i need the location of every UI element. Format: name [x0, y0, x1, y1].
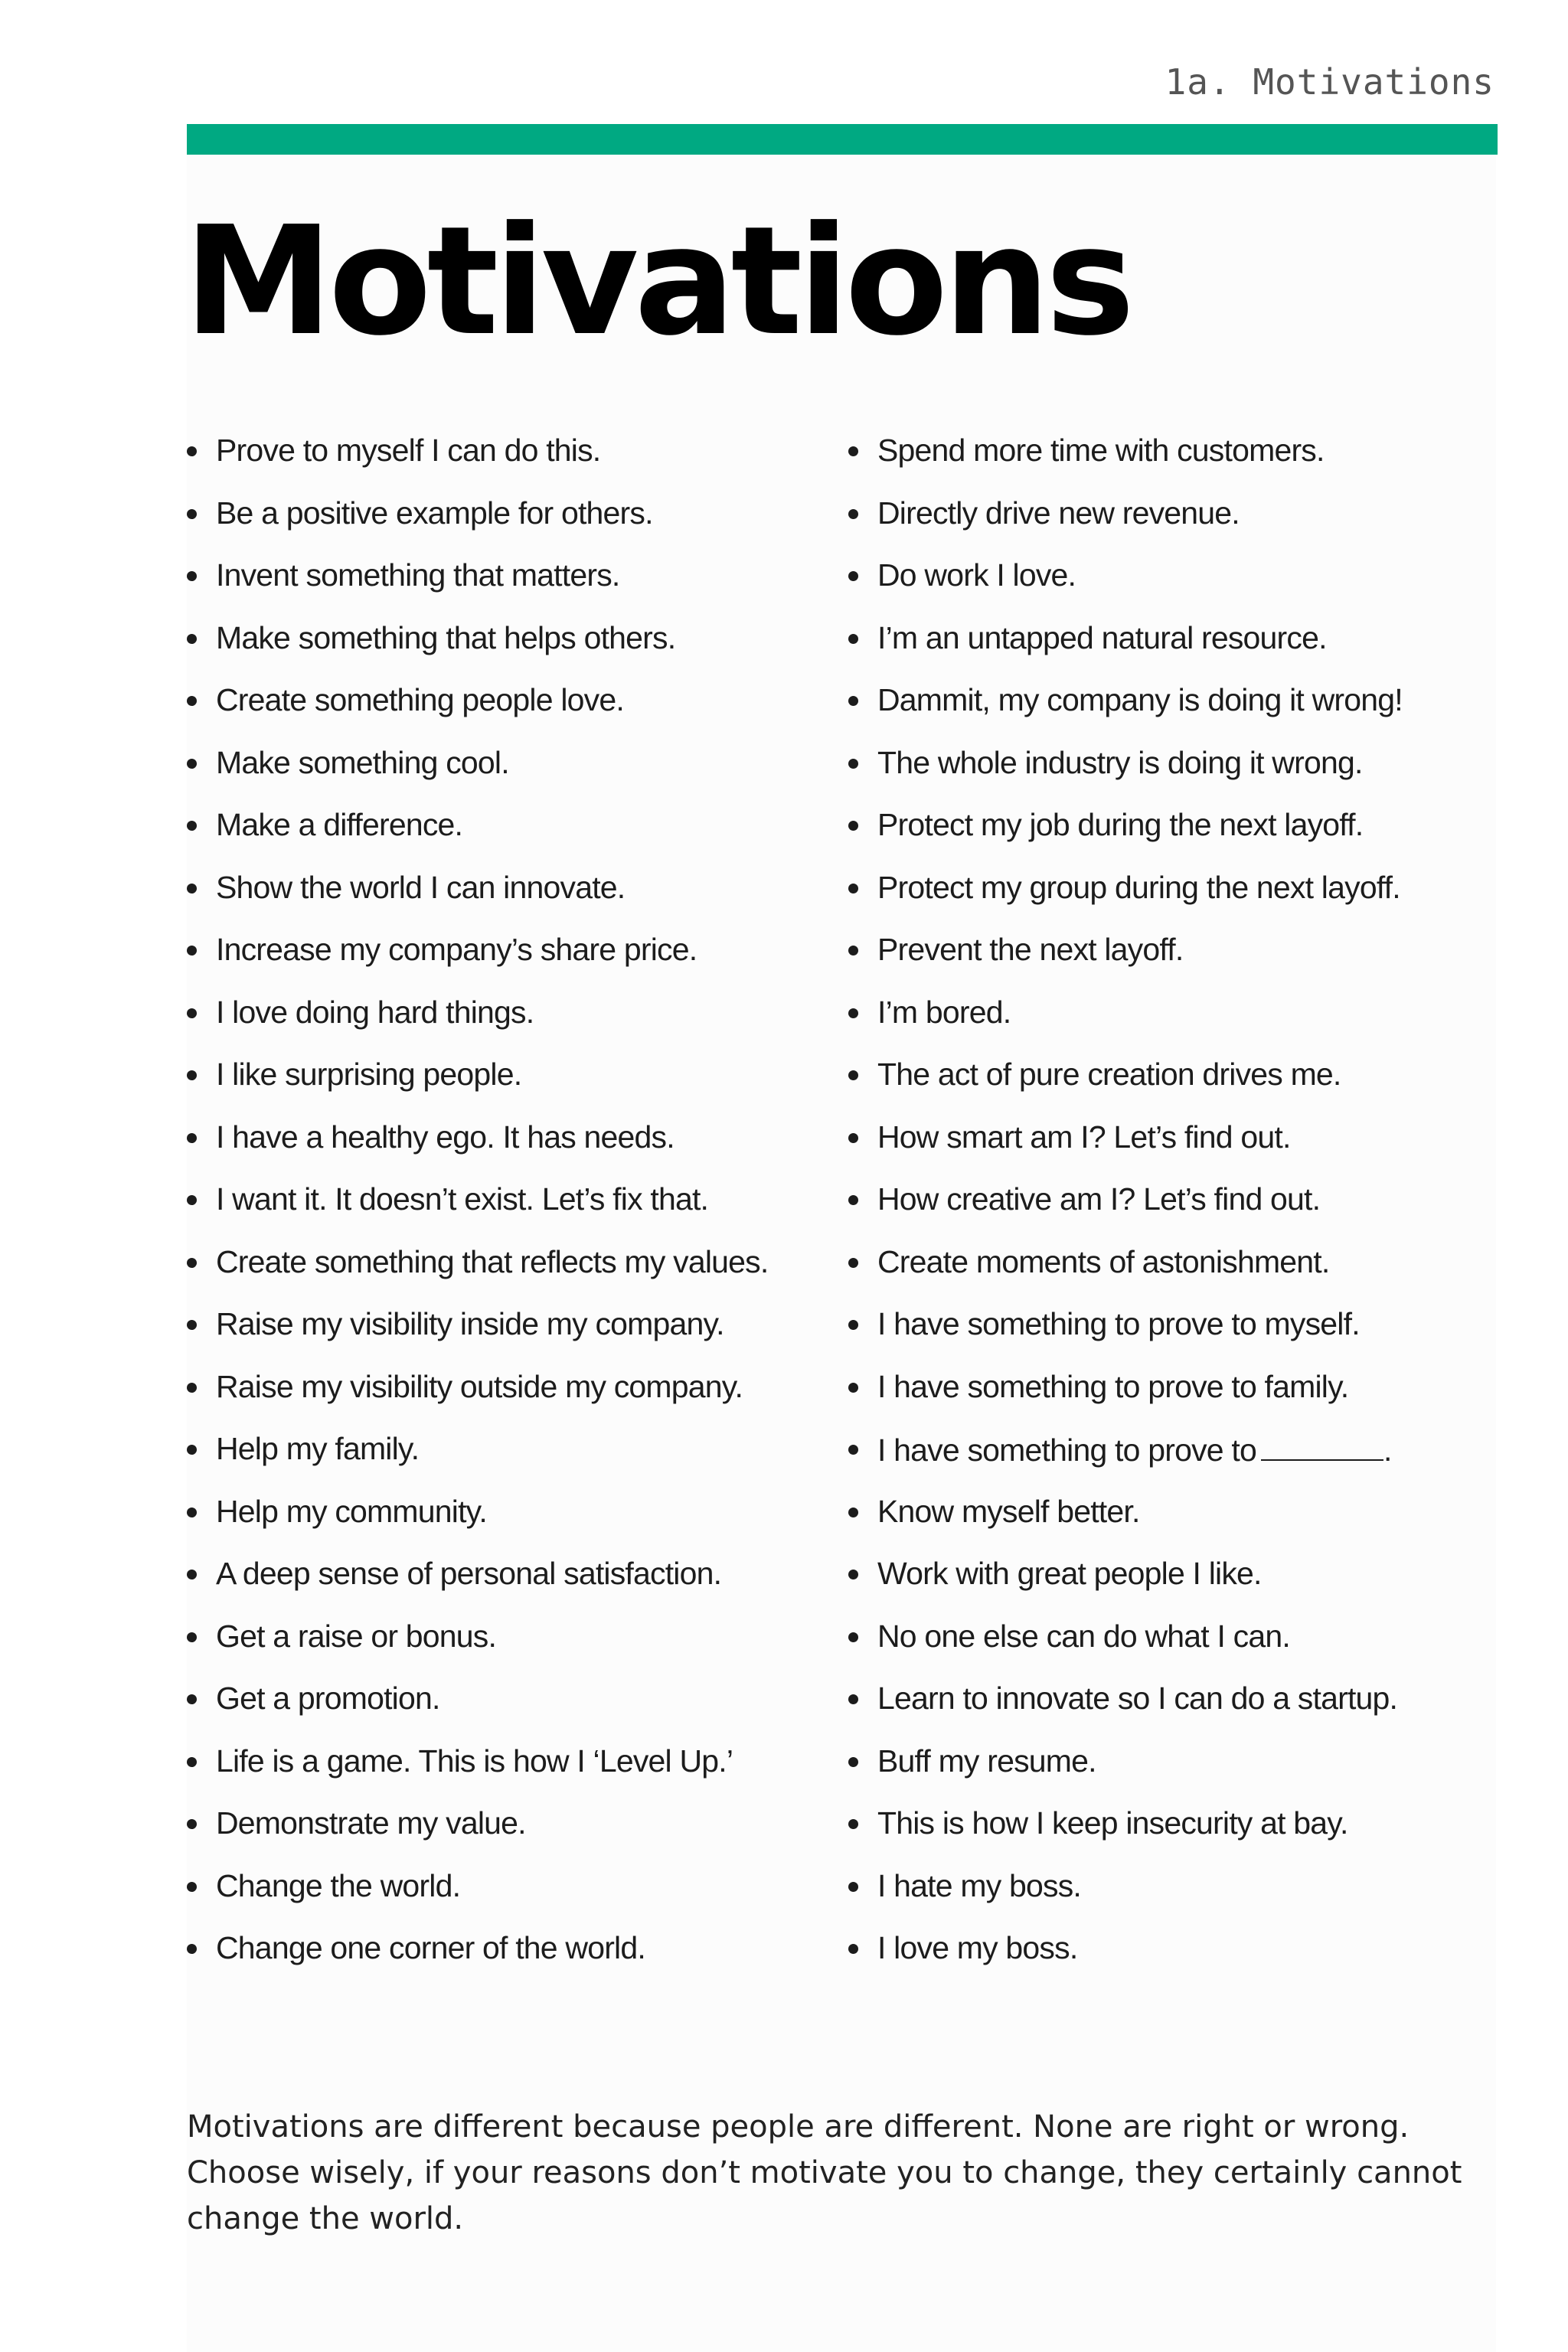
- list-item: Increase my company’s share price.: [187, 926, 830, 989]
- bullet-icon: [848, 1632, 858, 1642]
- bullet-icon: [848, 1508, 858, 1517]
- bullet-icon: [187, 634, 197, 644]
- bullet-icon: [187, 946, 197, 956]
- bullet-icon: [187, 1694, 197, 1704]
- list-item: Prevent the next layoff.: [848, 926, 1496, 989]
- bullet-icon: [848, 1258, 858, 1268]
- list-item: I love my boss.: [848, 1925, 1496, 1988]
- bullet-icon: [187, 1570, 197, 1579]
- list-item: I’m an untapped natural resource.: [848, 615, 1496, 678]
- bullet-icon: [848, 759, 858, 769]
- bullet-icon: [187, 571, 197, 581]
- list-item: Get a promotion.: [187, 1675, 830, 1738]
- list-item: I want it. It doesn’t exist. Let’s fix that.: [187, 1176, 830, 1239]
- bullet-icon: [848, 1133, 858, 1143]
- list-item: Demonstrate my value.: [187, 1800, 830, 1863]
- bullet-icon: [187, 1944, 197, 1954]
- list-item: Help my community.: [187, 1488, 830, 1551]
- bullet-icon: [848, 696, 858, 706]
- bullet-icon: [187, 1882, 197, 1892]
- bullet-icon: [187, 1632, 197, 1642]
- list-item: The act of pure creation drives me.: [848, 1051, 1496, 1114]
- list-item: I have a healthy ego. It has needs.: [187, 1114, 830, 1177]
- bullet-icon: [848, 1819, 858, 1829]
- list-item: Create something that reflects my values.: [187, 1239, 830, 1302]
- list-item: I hate my boss.: [848, 1863, 1496, 1926]
- bullet-icon: [187, 696, 197, 706]
- list-item: Spend more time with customers.: [848, 427, 1496, 490]
- list-item: Invent something that matters.: [187, 552, 830, 615]
- list-item: Protect my group during the next layoff.: [848, 864, 1496, 927]
- list-item: Do work I love.: [848, 552, 1496, 615]
- bullet-icon: [187, 884, 197, 893]
- bullet-icon: [187, 446, 197, 456]
- bullet-icon: [848, 1570, 858, 1579]
- list-item: A deep sense of personal satisfaction.: [187, 1550, 830, 1613]
- list-item: Dammit, my company is doing it wrong!: [848, 677, 1496, 740]
- bullet-icon: [848, 821, 858, 831]
- list-item: Show the world I can innovate.: [187, 864, 830, 927]
- list-item: This is how I keep insecurity at bay.: [848, 1800, 1496, 1863]
- bullet-icon: [187, 1008, 197, 1018]
- bullet-icon: [187, 1508, 197, 1517]
- list-item: How creative am I? Let’s find out.: [848, 1176, 1496, 1239]
- bullet-icon: [848, 571, 858, 581]
- list-item: The whole industry is doing it wrong.: [848, 740, 1496, 802]
- motivations-list-left: [187, 427, 830, 1988]
- list-item: Help my family.: [187, 1426, 830, 1488]
- list-item: Change the world.: [187, 1863, 830, 1926]
- list-item: Buff my resume.: [848, 1738, 1496, 1801]
- list-item: I have something to prove to .: [848, 1426, 1496, 1488]
- list-item: No one else can do what I can.: [848, 1613, 1496, 1676]
- list-item: I have something to prove to family.: [848, 1364, 1496, 1426]
- list-item: Create moments of astonishment.: [848, 1239, 1496, 1302]
- bullet-icon: [848, 1694, 858, 1704]
- page-title: Motivations: [184, 194, 1131, 369]
- bullet-icon: [187, 509, 197, 519]
- bullet-icon: [848, 884, 858, 893]
- list-item: Raise my visibility inside my company.: [187, 1301, 830, 1364]
- list-item: Directly drive new revenue.: [848, 490, 1496, 553]
- list-item: Change one corner of the world.: [187, 1925, 830, 1988]
- fill-in-blank-line: [1261, 1426, 1383, 1461]
- list-item: Learn to innovate so I can do a startup.: [848, 1675, 1496, 1738]
- bullet-icon: [848, 1944, 858, 1954]
- list-item: Get a raise or bonus.: [187, 1613, 830, 1676]
- list-item: I have something to prove to myself.: [848, 1301, 1496, 1364]
- list-item: Make a difference.: [187, 802, 830, 864]
- list-item: I’m bored.: [848, 989, 1496, 1052]
- list-item: Know myself better.: [848, 1488, 1496, 1551]
- bullet-icon: [848, 946, 858, 956]
- bullet-icon: [848, 1757, 858, 1767]
- accent-bar: [187, 124, 1498, 155]
- list-item: How smart am I? Let’s find out.: [848, 1114, 1496, 1177]
- bullet-icon: [187, 759, 197, 769]
- section-label: 1a. Motivations: [1165, 61, 1494, 103]
- list-item: Create something people love.: [187, 677, 830, 740]
- list-item: Raise my visibility outside my company.: [187, 1364, 830, 1426]
- list-item: Be a positive example for others.: [187, 490, 830, 553]
- list-item: Make something that helps others.: [187, 615, 830, 678]
- bullet-icon: [187, 1383, 197, 1393]
- bullet-icon: [848, 1195, 858, 1205]
- bullet-icon: [848, 634, 858, 644]
- bullet-icon: [187, 1445, 197, 1455]
- bullet-icon: [848, 1008, 858, 1018]
- bullet-icon: [187, 1133, 197, 1143]
- list-item: I like surprising people.: [187, 1051, 830, 1114]
- footer-paragraph: Motivations are different because people are different. None are right or wrong. Choose wisely, if your reasons don’t motivate you to change, they certainly cannot change the world.: [187, 2109, 1462, 2236]
- list-item: Protect my job during the next layoff.: [848, 802, 1496, 864]
- bullet-icon: [848, 1070, 858, 1080]
- list-item: Life is a game. This is how I ‘Level Up.’: [187, 1738, 830, 1801]
- bullet-icon: [848, 1882, 858, 1892]
- bullet-icon: [187, 1757, 197, 1767]
- bullet-icon: [848, 509, 858, 519]
- list-item: Make something cool.: [187, 740, 830, 802]
- bullet-icon: [187, 1195, 197, 1205]
- list-item: I love doing hard things.: [187, 989, 830, 1052]
- list-item: Prove to myself I can do this.: [187, 427, 830, 490]
- bullet-icon: [187, 1070, 197, 1080]
- bullet-icon: [848, 1445, 858, 1455]
- bullet-icon: [187, 1320, 197, 1330]
- motivations-list-right: [848, 427, 1496, 1988]
- bullet-icon: [187, 1258, 197, 1268]
- bullet-icon: [848, 446, 858, 456]
- bullet-icon: [187, 821, 197, 831]
- bullet-icon: [848, 1320, 858, 1330]
- bullet-icon: [848, 1383, 858, 1393]
- list-item: Work with great people I like.: [848, 1550, 1496, 1613]
- bullet-icon: [187, 1819, 197, 1829]
